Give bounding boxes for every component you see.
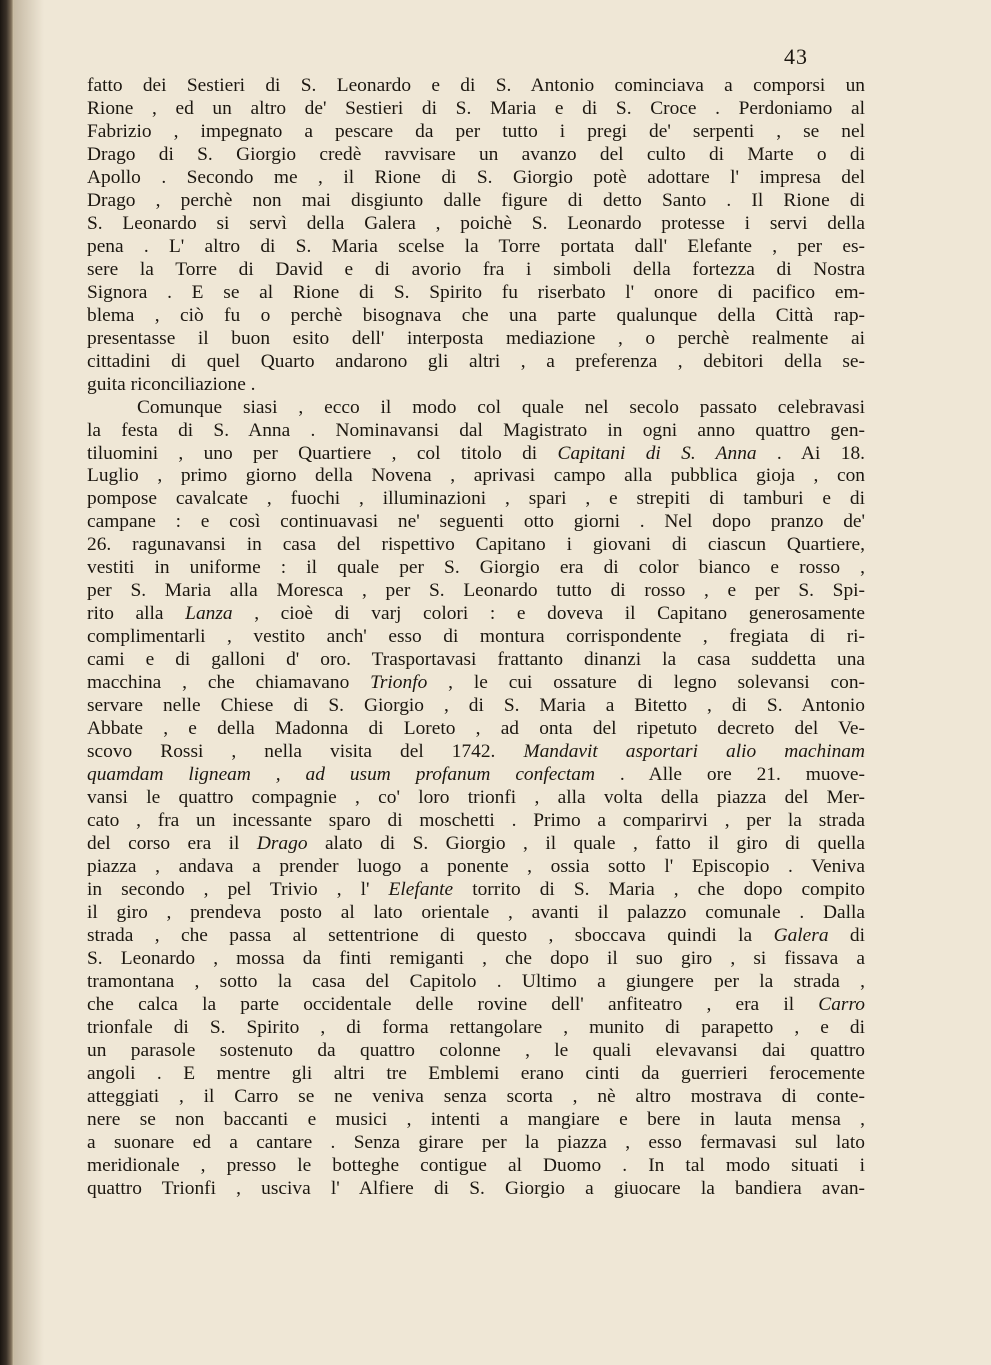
text-run: del corso era il: [87, 832, 257, 854]
text-run: strada , che passa al settentrione di questo , sboccava quindi la: [87, 924, 774, 946]
text-line: pena . L' altro di S. Maria scelse la Torre portata dall' Elefante , per es-: [87, 235, 865, 257]
text-line: [87, 741, 865, 764]
italic-text: Drago: [256, 832, 308, 854]
italic-text: Carro: [818, 993, 865, 1015]
text-line: quattro Trionfi , usciva l' Alfiere di S. Giorgio a giuocare la bandiera avan-: [87, 1177, 865, 1199]
text-run: , cioè di varj colori : e doveva il Capitano generosamente: [232, 603, 865, 625]
gutter-shadow: [14, 0, 44, 1365]
text-run: alato di S. Giorgio , il quale , fatto il giro di quella: [307, 832, 865, 854]
text-line: cittadini di quel Quarto andarono gli altri , a preferenza , debitori della se-: [87, 350, 865, 372]
text-line: il giro , prendeva posto al lato orientale , avanti il palazzo comunale . Dalla: [87, 901, 865, 923]
body-text: [87, 75, 865, 1200]
text-line: Fabrizio , impegnato a pescare da per tutto i pregi de' serpenti , se nel: [87, 120, 865, 142]
text-run: rito alla: [87, 603, 186, 625]
text-line: [87, 925, 865, 948]
text-line: Drago , perchè non mai disgiunto dalle figure di detto Santo . Il Rione di: [87, 189, 865, 211]
book-binding-edge: [0, 0, 14, 1365]
text-line: Drago di S. Giorgio credè ravvisare un avanzo del culto di Marte o di: [87, 143, 865, 165]
text-line: fatto dei Sestieri di S. Leonardo e di S. Antonio cominciava a comporsi un: [87, 75, 865, 96]
text-line: presentasse il buon esito dell' interposta mediazione , o perchè realmente ai: [87, 327, 865, 349]
text-line: S. Leonardo si servì della Galera , poichè S. Leonardo protesse i servi della: [87, 212, 865, 234]
text-line: angoli . E mentre gli altri tre Emblemi erano cinti da guerrieri ferocemente: [87, 1062, 865, 1084]
italic-text: quamdam ligneam , ad usum profanum confectam: [87, 764, 596, 786]
text-line: servare nelle Chiese di S. Giorgio , di S. Maria a Bitetto , di S. Antonio: [87, 695, 865, 717]
italic-text: Elefante: [388, 878, 454, 900]
text-line: vestiti in uniforme : il quale per S. Giorgio era di color bianco e rosso ,: [87, 557, 865, 579]
text-line: [87, 879, 865, 902]
text-line: complimentarli , vestito anch' esso di montura corrispondente , fregiata di ri-: [87, 626, 865, 648]
text-line: pompose cavalcate , fuochi , illuminazioni , spari , e strepiti di tamburi e di: [87, 488, 865, 510]
text-line: vansi le quattro compagnie , co' loro trionfi , alla volta della piazza del Mer-: [87, 787, 865, 809]
page-number: 43: [784, 44, 808, 69]
text-run: di: [828, 924, 866, 946]
text-line: guita riconciliazione .: [87, 373, 256, 395]
text-line: piazza , andava a prender luogo a ponente , ossia sotto l' Episcopio . Veniva: [87, 855, 865, 877]
text-line: [87, 971, 865, 994]
text-run: in secondo , pel Trivio , l': [87, 878, 389, 900]
text-line: Signora . E se al Rione di S. Spirito fu riserbato l' onore di pacifico em-: [87, 281, 865, 303]
text-line: [87, 764, 865, 787]
text-line: un parasole sostenuto da quattro colonne , le quali elevavansi dai quattro: [87, 1039, 865, 1061]
text-line: [87, 672, 865, 695]
text-line: sere la Torre di David e di avorio fra i simboli della fortezza di Nostra: [87, 258, 865, 280]
text-line: per S. Maria alla Moresca , per S. Leonardo tutto di rosso , e per S. Spi-: [87, 580, 865, 602]
text-run: tramontana , sotto la casa del Capitolo . Ultimo a giungere per la strada ,: [87, 970, 865, 992]
text-line: S. Leonardo , mossa da finti remiganti , che dopo il suo giro , si fissava a: [87, 947, 865, 969]
text-line: [87, 994, 865, 1017]
text-run: scovo Rossi , nella visita del 1742.: [87, 741, 524, 763]
text-line: 26. ragunavansi in casa del rispettivo Capitano i giovani di ciascun Quartiere,: [87, 534, 865, 556]
italic-text: Lanza: [185, 603, 233, 625]
text-line: nere se non baccanti e musici , intenti a mangiare e bere in lauta mensa ,: [87, 1108, 865, 1130]
italic-text: Galera: [773, 924, 829, 946]
text-line: atteggiati , il Carro se ne veniva senza scorta , nè altro mostrava di conte-: [87, 1085, 865, 1107]
text-line: cami e di galloni d' oro. Trasportavasi frattanto dinanzi la casa suddetta una: [87, 649, 865, 671]
text-run: che calca la parte occidentale delle rovine dell' anfiteatro , era il: [87, 993, 819, 1015]
text-run: , le cui ossature di legno solevansi con-: [427, 672, 865, 694]
text-line: cato , fra un incessante sparo di moschetti . Primo a comparirvi , per la strada: [87, 810, 865, 831]
text-run: tiluomini , uno per Quartiere , col titolo di: [87, 442, 558, 464]
text-run: torrito di S. Maria , che dopo compito: [453, 878, 865, 900]
text-line: Rione , ed un altro de' Sestieri di S. Maria e di S. Croce . Perdoniamo al: [87, 97, 865, 119]
text-line: trionfale di S. Spirito , di forma rettangolare , munito di parapetto , e di: [87, 1016, 865, 1038]
italic-text: Capitani di S. Anna: [557, 442, 757, 464]
text-line: [87, 443, 865, 466]
text-line: la festa di S. Anna . Nominavansi dal Magistrato in ogni anno quattro gen-: [87, 419, 865, 441]
text-line: Comunque siasi , ecco il modo col quale nel secolo passato celebravasi: [137, 396, 865, 418]
text-line: blema , ciò fu o perchè bisognava che una parte qualunque della Città rap-: [87, 304, 865, 326]
text-line: [87, 833, 865, 856]
text-line: Apollo . Secondo me , il Rione di S. Giorgio potè adottare l' impresa del: [87, 166, 865, 188]
text-line: [87, 603, 865, 626]
text-line: meridionale , presso le botteghe contigue al Duomo . In tal modo situati i: [87, 1154, 865, 1176]
text-line: a suonare ed a cantare . Senza girare per la piazza , esso fermavasi sul lato: [87, 1131, 865, 1153]
text-run: . Ai 18.: [756, 442, 865, 464]
text-line: campane : e così continuavasi ne' seguenti otto giorni . Nel dopo pranzo de': [87, 511, 865, 533]
text-run: . Alle ore 21. muove-: [595, 764, 865, 786]
italic-text: Trionfo: [370, 672, 428, 694]
text-line: Luglio , primo giorno della Novena , aprivasi campo alla pubblica gioja , con: [87, 465, 865, 487]
italic-text: Mandavit asportari alio machinam: [523, 741, 866, 763]
text-line: Abbate , e della Madonna di Loreto , ad onta del ripetuto decreto del Ve-: [87, 718, 865, 740]
text-run: macchina , che chiamavano: [87, 672, 371, 694]
